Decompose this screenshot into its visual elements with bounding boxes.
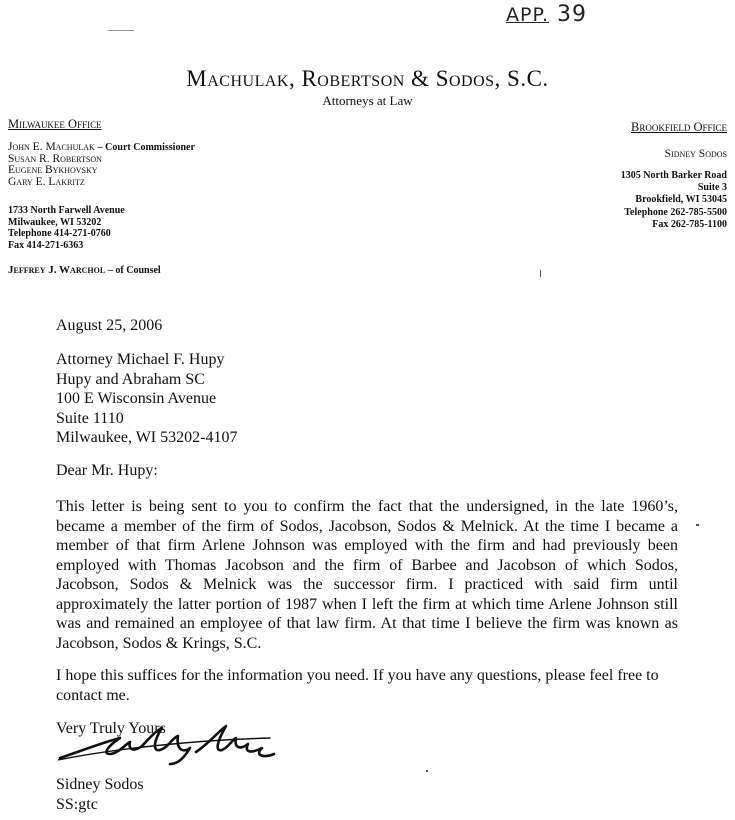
address-line: Suite 3	[697, 182, 727, 194]
milwaukee-address	[8, 205, 125, 251]
app-page-stamp	[506, 2, 587, 27]
stamp-number: 39	[557, 2, 587, 27]
recipient-line: Milwaukee, WI 53202-4107	[56, 429, 238, 446]
body-paragraph-1: This letter is being sent to you to confirm the fact that the undersigned, in the late 1960’s, became a member of the firm of Sodos, Jacobson, Sodos & Melnick. At the time I became a member of that firm Arlene Johnson was employed with the firm and had previously been employed with Thomas Jacobson and the firm of Barbee and Jacobson of which Sodos, Jacobson, Sodos & Melnick was the successor firm. I practiced with said firm until approximately the latter portion of 1987 when I left the firm at which time Arlene Johnson still was and remained an employee of that law firm. At that time I believe the firm was known as Jacobson, Sodos & Krings, S.C.	[56, 498, 678, 652]
milwaukee-attorney-list	[8, 142, 195, 188]
handwritten-signature	[58, 718, 278, 766]
address-line: Milwaukee, WI 53202	[8, 216, 102, 228]
letter-date: August 25, 2006	[56, 317, 163, 334]
attorney-line	[8, 142, 195, 154]
attorney-role: – Court Commissioner	[97, 142, 195, 153]
brookfield-office-title: Brookfield Office	[631, 120, 727, 134]
recipient-line: 100 E Wisconsin Avenue	[56, 390, 217, 407]
milwaukee-office-title: Milwaukee Office	[8, 117, 102, 131]
attorney-name: Susan R. Robertson	[8, 152, 102, 165]
address-line: 1733 North Farwell Avenue	[8, 205, 125, 216]
address-line: 1305 North Barker Road	[620, 170, 727, 181]
scan-speck	[696, 524, 699, 526]
scan-speck	[108, 30, 134, 31]
scan-speck	[426, 770, 428, 772]
recipient-address	[56, 350, 237, 448]
of-counsel-line	[8, 264, 161, 276]
stamp-prefix: APP.	[506, 4, 549, 26]
of-counsel-label: – of Counsel	[107, 265, 161, 276]
recipient-line: Hupy and Abraham SC	[56, 370, 205, 388]
recipient-line: Attorney Michael F. Hupy	[56, 351, 225, 368]
closing: Very Truly Yours	[56, 720, 166, 737]
address-line: Telephone 414-271-0760	[8, 228, 111, 239]
firm-subtitle: Attorneys at Law	[322, 93, 413, 108]
body-paragraph-2: I hope this suffices for the information you need. If you have any questions, please feel free to contact me.	[56, 667, 659, 704]
brookfield-attorney: Sidney Sodos	[664, 148, 727, 160]
typist-initials: SS:gtc	[56, 796, 98, 813]
scan-speck	[540, 270, 541, 277]
address-line: Fax 262-785-1100	[652, 218, 727, 230]
attorney-name: John E. Machulak	[8, 141, 95, 153]
brookfield-address	[621, 170, 727, 231]
address-line: Brookfield, WI 53045	[635, 194, 727, 206]
address-line: Fax 414-271-6363	[8, 239, 84, 251]
attorney-name: Gary E. Lakritz	[8, 175, 85, 188]
address-line: Telephone 262-785-5500	[624, 206, 727, 218]
salutation: Dear Mr. Hupy:	[56, 462, 158, 479]
attorney-name: Eugene Bykhovsky	[8, 164, 98, 176]
firm-name: Machulak, Robertson & Sodos, S.C.	[186, 66, 549, 91]
signer-name: Sidney Sodos	[56, 776, 144, 793]
of-counsel-name: Jeffrey J. Warchol	[8, 264, 106, 276]
recipient-line: Suite 1110	[56, 409, 124, 427]
